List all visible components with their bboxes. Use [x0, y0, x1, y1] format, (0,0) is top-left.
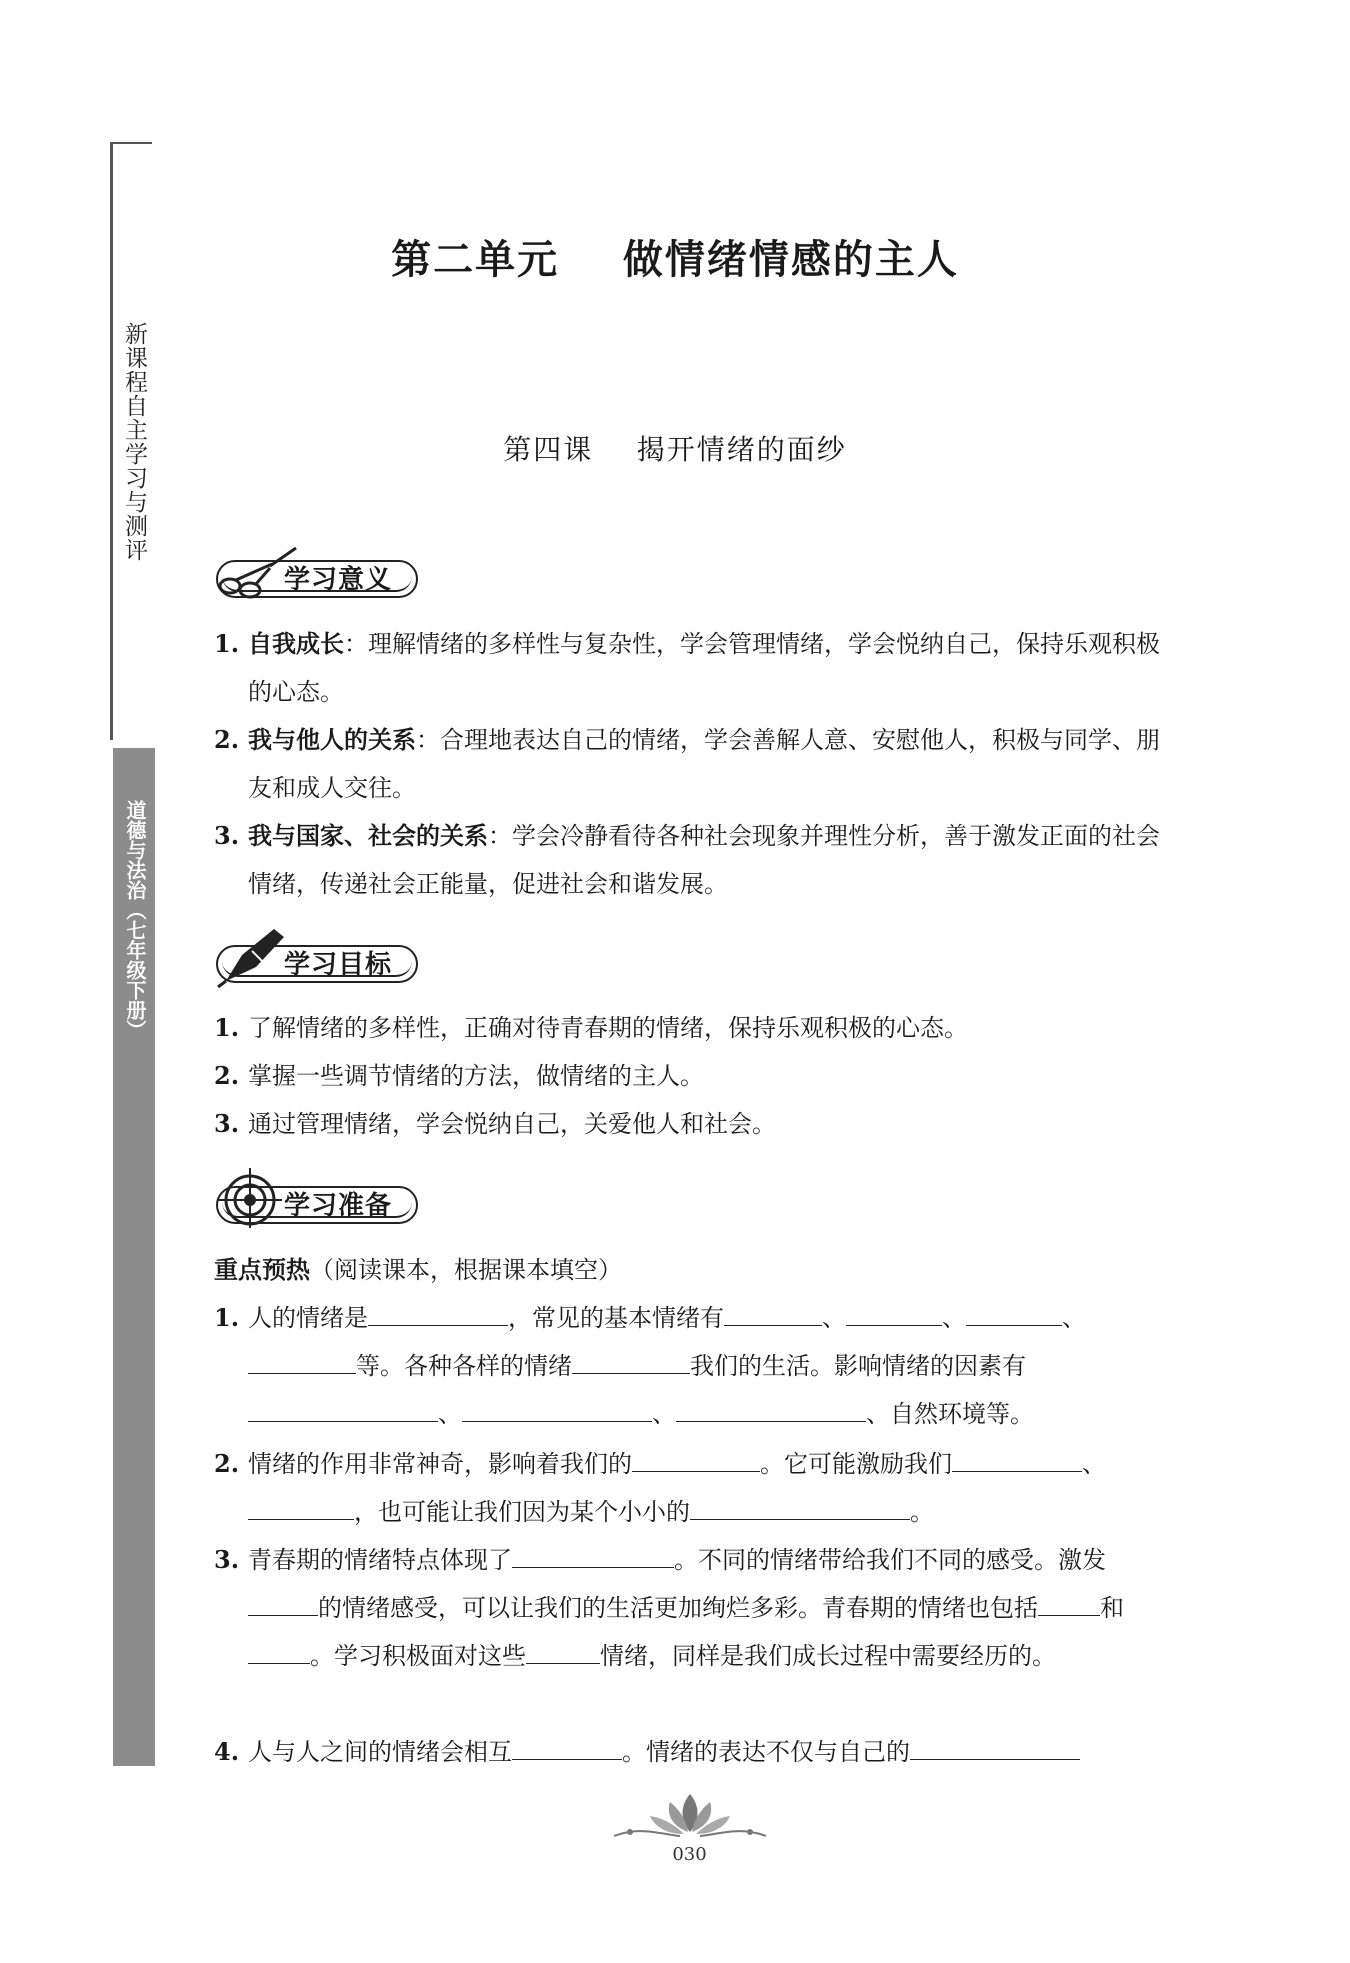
item-number: 4. [214, 1737, 240, 1766]
fill-blank[interactable] [690, 1489, 910, 1520]
goals-item-1 [214, 1004, 1172, 1052]
fill-blank[interactable] [248, 1633, 310, 1664]
item-text: ，也可能让我们因为某个小小的 [354, 1498, 690, 1526]
item-text: 人的情绪是 [248, 1304, 368, 1332]
preparation-item-1 [214, 1294, 1172, 1438]
section-heading: 学习准备 [284, 1191, 393, 1221]
goals-item-3 [214, 1100, 1172, 1148]
fill-blank[interactable] [632, 1441, 760, 1472]
fill-blank[interactable] [248, 1585, 318, 1616]
fill-blank[interactable] [952, 1441, 1082, 1472]
item-text: 人与人之间的情绪会相互 [248, 1738, 512, 1766]
significance-item-3 [214, 812, 1172, 908]
item-text: 情绪，同样是我们成长过程中需要经历的。 [600, 1642, 1056, 1670]
fill-blank[interactable] [248, 1343, 356, 1374]
item-text: 。它可能激励我们 [760, 1450, 952, 1478]
fill-blank[interactable] [248, 1391, 438, 1422]
preparation-subheading [214, 1250, 622, 1285]
fill-blank[interactable] [572, 1343, 690, 1374]
fill-blank[interactable] [676, 1391, 866, 1422]
item-text: 、 [1062, 1304, 1086, 1332]
item-text: 、 [438, 1400, 462, 1428]
item-keyword: 我与国家、社会的关系 [248, 822, 488, 850]
item-number: 3. [214, 1545, 240, 1574]
fill-blank[interactable] [368, 1295, 508, 1326]
section-header-preparation [212, 1166, 422, 1230]
item-text: ：理解情绪的多样性与复杂性，学会管理情绪，学会悦纳自己，保持乐观积极的心态。 [248, 630, 1160, 706]
preparation-item-3 [214, 1536, 1172, 1680]
unit-title: 第二单元 做情绪情感的主人 [391, 236, 959, 283]
significance-item-1 [214, 620, 1172, 716]
subheading-bold: 重点预热 [214, 1256, 310, 1284]
item-number: 3. [214, 1109, 240, 1138]
item-text: 了解情绪的多样性，正确对待青春期的情绪，保持乐观积极的心态。 [248, 1014, 968, 1042]
item-text: 我们的生活。影响情绪的因素有 [690, 1352, 1026, 1380]
fill-blank[interactable] [910, 1729, 1080, 1760]
item-number: 1. [214, 1303, 240, 1332]
item-number: 3. [214, 821, 240, 850]
item-text: 。情绪的表达不仅与自己的 [622, 1738, 910, 1766]
significance-item-2 [214, 716, 1172, 812]
fill-blank[interactable] [724, 1295, 822, 1326]
section-heading: 学习目标 [284, 950, 393, 980]
item-text: 的情绪感受，可以让我们的生活更加绚烂多彩。青春期的情绪也包括 [318, 1594, 1038, 1622]
item-text: 掌握一些调节情绪的方法，做情绪的主人。 [248, 1062, 704, 1090]
item-text: 通过管理情绪，学会悦纳自己，关爱他人和社会。 [248, 1110, 776, 1138]
item-text: 、 [822, 1304, 846, 1332]
item-text: ，常见的基本情绪有 [508, 1304, 724, 1332]
item-keyword: 自我成长 [248, 630, 344, 658]
item-text: 。 [910, 1498, 934, 1526]
fill-blank[interactable] [462, 1391, 652, 1422]
fill-blank[interactable] [512, 1729, 622, 1760]
item-number: 2. [214, 1449, 240, 1478]
preparation-item-2 [214, 1440, 1172, 1536]
section-header-goals [212, 925, 422, 989]
item-text: 青春期的情绪特点体现了 [248, 1546, 512, 1574]
item-text: 等。各种各样的情绪 [356, 1352, 572, 1380]
item-number: 2. [214, 725, 240, 754]
item-number: 1. [214, 1013, 240, 1042]
goals-item-2 [214, 1052, 1172, 1100]
subject-title: 道德与法治（七年级下册） [123, 800, 147, 1040]
item-text: 、 [1082, 1450, 1106, 1478]
preparation-item-4 [214, 1728, 1172, 1776]
item-text: 情绪的作用非常神奇，影响着我们的 [248, 1450, 632, 1478]
fill-blank[interactable] [526, 1633, 600, 1664]
item-text: ：学会冷静看待各种社会现象并理性分析，善于激发正面的社会情绪，传递社会正能量，促进社会和谐发展。 [248, 822, 1160, 898]
section-heading: 学习意义 [284, 565, 393, 595]
section-header-significance [212, 540, 422, 604]
subheading-note: （阅读课本，根据课本填空） [310, 1256, 622, 1284]
item-text: 。不同的情绪带给我们不同的感受。激发 [674, 1546, 1106, 1574]
item-keyword: 我与他人的关系 [248, 726, 416, 754]
leaf-ornament-icon [610, 1790, 770, 1840]
item-text: ：合理地表达自己的情绪，学会善解人意、安慰他人，积极与同学、朋友和成人交往。 [248, 726, 1160, 802]
item-number: 1. [214, 629, 240, 658]
fill-blank[interactable] [248, 1489, 354, 1520]
fill-blank[interactable] [846, 1295, 942, 1326]
series-title: 新课程自主学习与测评 [121, 322, 147, 562]
item-text: 、 [942, 1304, 966, 1332]
fill-blank[interactable] [966, 1295, 1062, 1326]
item-text: 。学习积极面对这些 [310, 1642, 526, 1670]
fill-blank[interactable] [512, 1537, 674, 1568]
page-number: 030 [672, 1844, 707, 1865]
fill-blank[interactable] [1038, 1585, 1100, 1616]
item-text: 、自然环境等。 [866, 1400, 1034, 1428]
lesson-title: 第四课 揭开情绪的面纱 [503, 433, 847, 466]
item-text: 、 [652, 1400, 676, 1428]
item-text: 和 [1100, 1594, 1124, 1622]
item-number: 2. [214, 1061, 240, 1090]
